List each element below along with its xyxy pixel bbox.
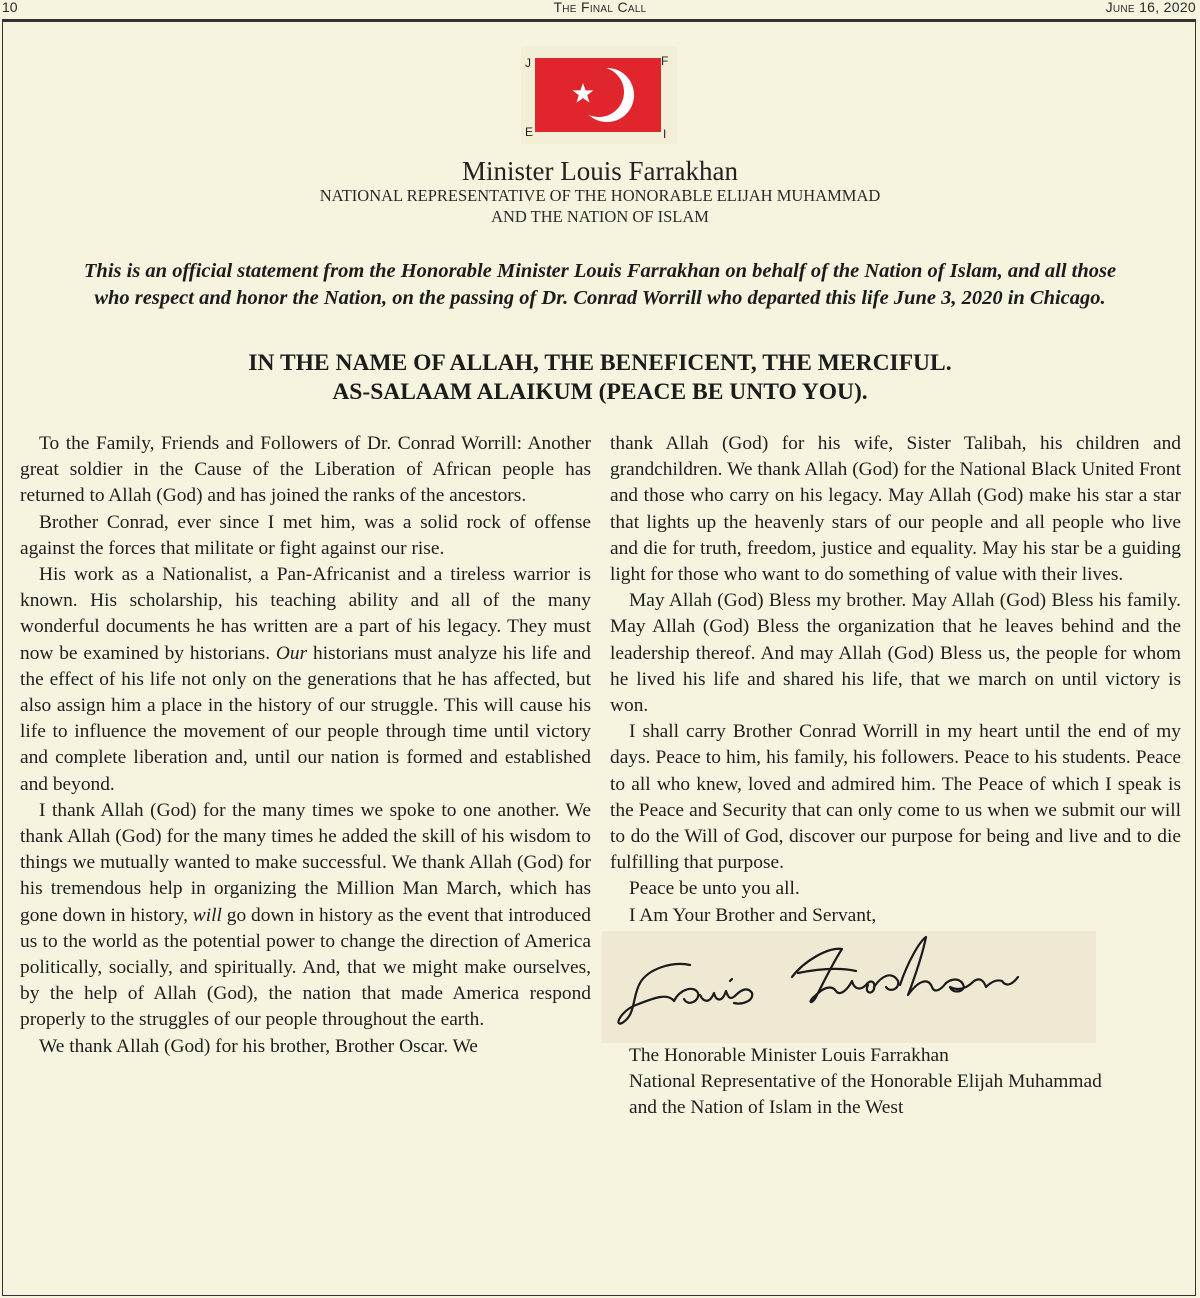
flag-letter-j: J: [525, 56, 531, 70]
right-column: [602, 431, 1181, 1121]
signature: [602, 931, 1096, 1043]
flag-letter-e: E: [525, 125, 534, 139]
closing-line: I Am Your Brother and Servant,: [629, 904, 877, 926]
emphasis: will: [192, 904, 222, 926]
page-number: 10: [2, 0, 18, 15]
masthead-bar: [0, 0, 1200, 16]
title-line-1: NATIONAL REPRESENTATIVE OF THE HONORABLE ELIJAH MUHAMMAD: [319, 186, 881, 205]
paragraph: May Allah (God) Bless my brother. May Allah (God) Bless his family. May Allah (God) Bless the organization that he leaves behind and the leadership thereof. And may Allah (God) Bless us, the people for whom he lived his life and shared his life, that we march on until victory is won.: [610, 590, 1181, 717]
signoff-line-3: and the Nation of Islam in the West: [629, 1097, 904, 1119]
flag-graphic: [521, 46, 677, 144]
paragraph: His work as a Nationalist, a Pan-Africanist and a tireless warrior is known. His scholarship, his teaching ability and all of the many wonderful documents he has written are a part of his legacy. They must now be examined by historians. Our historians must analyze his life and the effect of his life not only on the generations that he has affected, but also assign him a place in the history of our struggle. This will cause his life to influence the movement of our people through time until victory and complete liberation and, until our nation is formed and established and beyond.: [20, 564, 591, 795]
paragraph: Brother Conrad, ever since I met him, was a solid rock of offense against the forces that militate or fight against our rise.: [20, 511, 591, 559]
paragraph: I shall carry Brother Conrad Worrill in my heart until the end of my days. Peace to him, his family, his followers. Peace to his students. Peace to all who knew, loved and admired him. The Peace of which I speak is the Peace and Security that can only come to us when we submit our will to do the Will of God, discover our purpose for being and live and to die fulfilling that purpose.: [610, 721, 1181, 874]
signature-text: Louis Farrakhan: [602, 930, 609, 932]
paragraph: We thank Allah (God) for his brother, Brother Oscar. We: [39, 1035, 478, 1057]
left-column: [20, 431, 591, 1060]
intro-line-2: who respect and honor the Nation, on the passing of Dr. Conrad Worrill who departed this life June 3, 2020 in Chicago.: [94, 287, 1106, 309]
paragraph: thank Allah (God) for his wife, Sister Talibah, his children and grandchildren. We thank Allah (God) for the National Black United Front and those who carry on his legacy. May Allah (God) make his star a star that lights up the heavenly stars of our people and all people who live and die for truth, freedom, justice and equality. May his star be a guiding light for those who want to do something of value with their lives.: [610, 433, 1181, 586]
closing-line: Peace be unto you all.: [629, 878, 800, 900]
paragraph: I thank Allah (God) for the many times we spoke to one another. We thank Allah (God) for the many times he added the skill of his wisdom to things we mutually wanted to make successful. We thank Allah (God) for his tremendous help in organizing the Million Man March, which has gone down in history, will go down in history as the event that introduced us to the world as the potential power to change the direction of America politically, socially, and spiritually. And, that we might make ourselves, by the help of Allah (God), the nation that made America respond properly to the struggles of our people throughout the earth.: [20, 799, 591, 1031]
emphasis: Our: [275, 642, 308, 664]
flag-letter-i: I: [663, 127, 667, 141]
signature-image: [602, 931, 1096, 1043]
greeting-line-2: AS-SALAAM ALAIKUM (PEACE BE UNTO YOU).: [332, 379, 868, 405]
signoff-line-2: National Representative of the Honorable Elijah Muhammad: [629, 1071, 1102, 1093]
nation-of-islam-flag: [521, 46, 677, 144]
publication-name: The Final Call: [553, 0, 647, 15]
intro-line-1: This is an official statement from the Honorable Minister Louis Farrakhan on behalf of the Nation of Islam, and all those: [83, 260, 1117, 282]
title-line-2: AND THE NATION OF ISLAM: [491, 207, 709, 226]
signoff-block: [610, 1043, 1181, 1122]
signoff-line-1: The Honorable Minister Louis Farrakhan: [629, 1044, 949, 1066]
paragraph: To the Family, Friends and Followers of Dr. Conrad Worrill: Another great soldier in the Cause of the Liberation of African people has returned to Allah (God) and has joined the ranks of the ancestors.: [20, 433, 591, 507]
minister-name: Minister Louis Farrakhan: [462, 156, 738, 186]
flag-letter-f: F: [661, 54, 669, 68]
official-statement-intro: [14, 258, 1186, 312]
greeting-line-1: IN THE NAME OF ALLAH, THE BENEFICENT, THE MERCIFUL.: [248, 350, 952, 376]
greeting-heading: [0, 349, 1200, 407]
issue-date: June 16, 2020: [1105, 0, 1196, 15]
